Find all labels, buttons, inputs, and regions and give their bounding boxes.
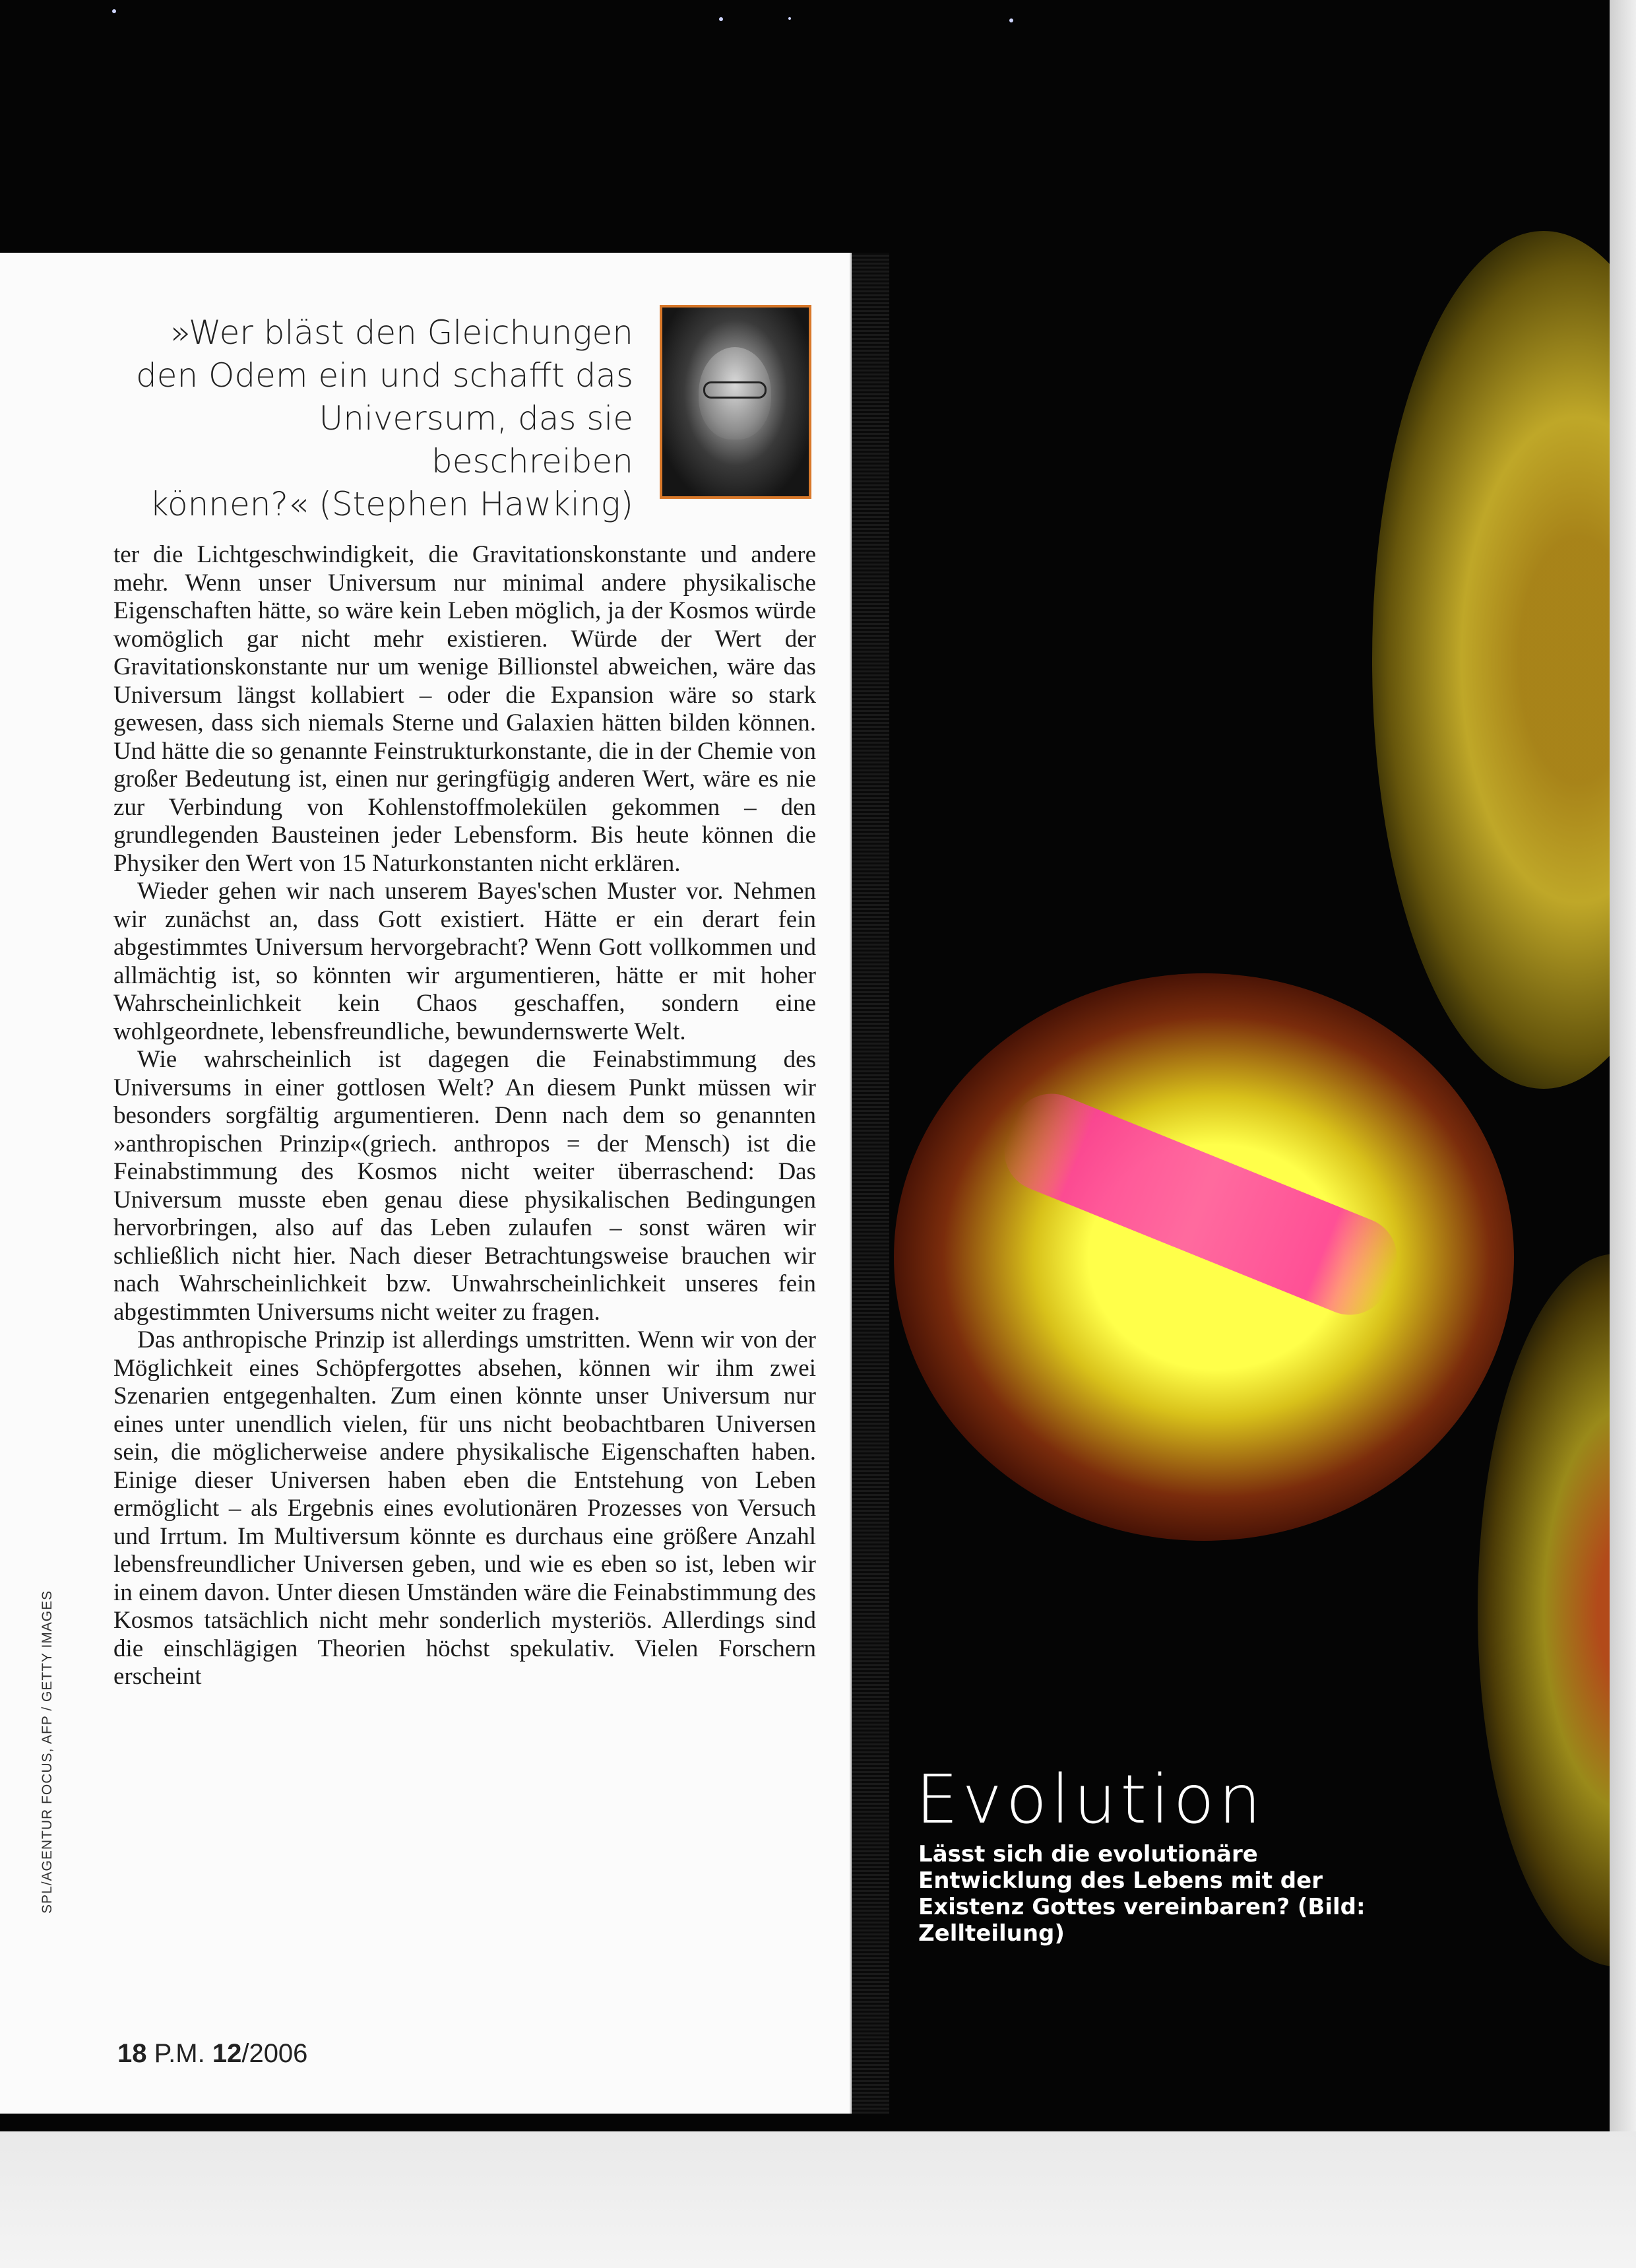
star <box>112 9 116 13</box>
scan-edge <box>1610 0 1636 2268</box>
article-paragraph: Wieder gehen wir nach unserem Bayes'schen Muster vor. Nehmen wir zunächst an, dass Gott existiert. Hätte er ein derart fein abgestimmtes Universum hervorgebracht? Wenn Gott vollkommen und allmächtig ist, so könnten wir argumentieren, hätte er mit hoher Wahrscheinlichkeit kein Chaos geschaffen, sondern eine wohlgeordnete, lebensfreundliche, bewundernswerte Welt. <box>113 878 816 1045</box>
page-number: 18 <box>117 2039 147 2068</box>
page-folio <box>117 2039 307 2069</box>
quote-line: »Wer bläst den Gleichungen <box>170 313 633 352</box>
star <box>719 17 723 21</box>
magazine-name: P.M. <box>154 2039 205 2068</box>
hawking-quote <box>119 311 633 526</box>
page-gutter <box>850 253 889 2114</box>
issue-number: 12 <box>212 2039 242 2068</box>
article-paragraph: Wie wahrscheinlich ist dagegen die Feinabstimmung des Universums in einer gottlosen Welt? An diesem Punkt müssen wir besonders sorgfältig argumentieren. Denn nach dem so genannten »anthropischen Prinzip«(griech. anthropos = der Mensch) ist die Feinabstimmung des Kosmos nicht weiter überraschend: Das Universum musste eben genau diese physikalischen Bedingungen hervorbringen, also auf das Leben zulaufen – sonst wären wir schließlich nicht hier. Nach dieser Betrachtungsweise brauchen wir nach Wahrscheinlichkeit bzw. Unwahrscheinlichkeit unseres fein abgestimmten Universums nicht weiter zu fragen. <box>113 1046 816 1326</box>
photo-credit: SPL/AGENTUR FOCUS, AFP / GETTY IMAGES <box>40 1590 55 1914</box>
quote-line: den Odem ein und schafft das <box>135 356 633 395</box>
portrait-glasses <box>703 381 767 399</box>
scan-bottom <box>0 2131 1636 2268</box>
feature-caption: Lässt sich die evolutionäre Entwicklung des Lebens mit der Existenz Gottes vereinbaren? (Bild: Zellteilung) <box>918 1841 1366 1947</box>
feature-title: Evolution <box>916 1761 1265 1839</box>
article-paragraph: Das anthropische Prinzip ist allerdings umstritten. Wenn wir von der Möglichkeit eines Schöpfergottes absehen, können wir ihm zwei Szenarien entgegenhalten. Zum einen könnte unser Universum nur eines unter unendlich vielen, für uns nicht beobachtbaren Universen sein, die möglicherweise andere physikalische Eigenschaften haben. Einige dieser Universen haben eben die Entstehung von Leben ermöglicht – als Ergebnis eines evolutionären Prozesses von Versuch und Irrtum. Im Multiversum könnte es durchaus eine größere Anzahl lebensfreundlicher Universen geben, und wie es eben so ist, leben wir in einem davon. Unter diesen Umständen wäre die Feinabstimmung des Kosmos tatsächlich nicht mehr sonderlich mysteriös. Allerdings sind die einschlägigen Theorien höchst spekulativ. Vielen Forschern erscheint <box>113 1326 816 1690</box>
quote-line: Universum, das sie beschreiben <box>319 399 633 480</box>
article-body <box>113 541 816 1691</box>
quote-line: können?« (Stephen Hawking) <box>149 485 633 523</box>
hawking-portrait <box>660 305 811 499</box>
star <box>1009 18 1013 22</box>
star <box>788 17 791 20</box>
issue-year: /2006 <box>241 2039 308 2068</box>
article-paragraph: ter die Lichtgeschwindigkeit, die Gravitationskonstante und andere mehr. Wenn unser Universum nur minimal andere physikalische Eigenschaften hätte, so wäre kein Leben möglich, ja der Kosmos würde womöglich gar nicht mehr existieren. Würde der Wert der Gravitationskonstante nur um wenige Billionstel abweichen, wäre das Universum längst kollabiert – oder die Expansion wäre so stark gewesen, dass sich niemals Sterne und Galaxien hätten bilden können. Und hätte die so genannte Feinstrukturkonstante, die in der Chemie von großer Bedeutung ist, einen nur geringfügig anderen Wert, wäre es nie zur Verbindung von Kohlenstoffmolekülen gekommen – den grundlegenden Bausteinen jeder Lebensform. Bis heute können die Physiker den Wert von 15 Naturkonstanten nicht erklären. <box>113 541 816 877</box>
